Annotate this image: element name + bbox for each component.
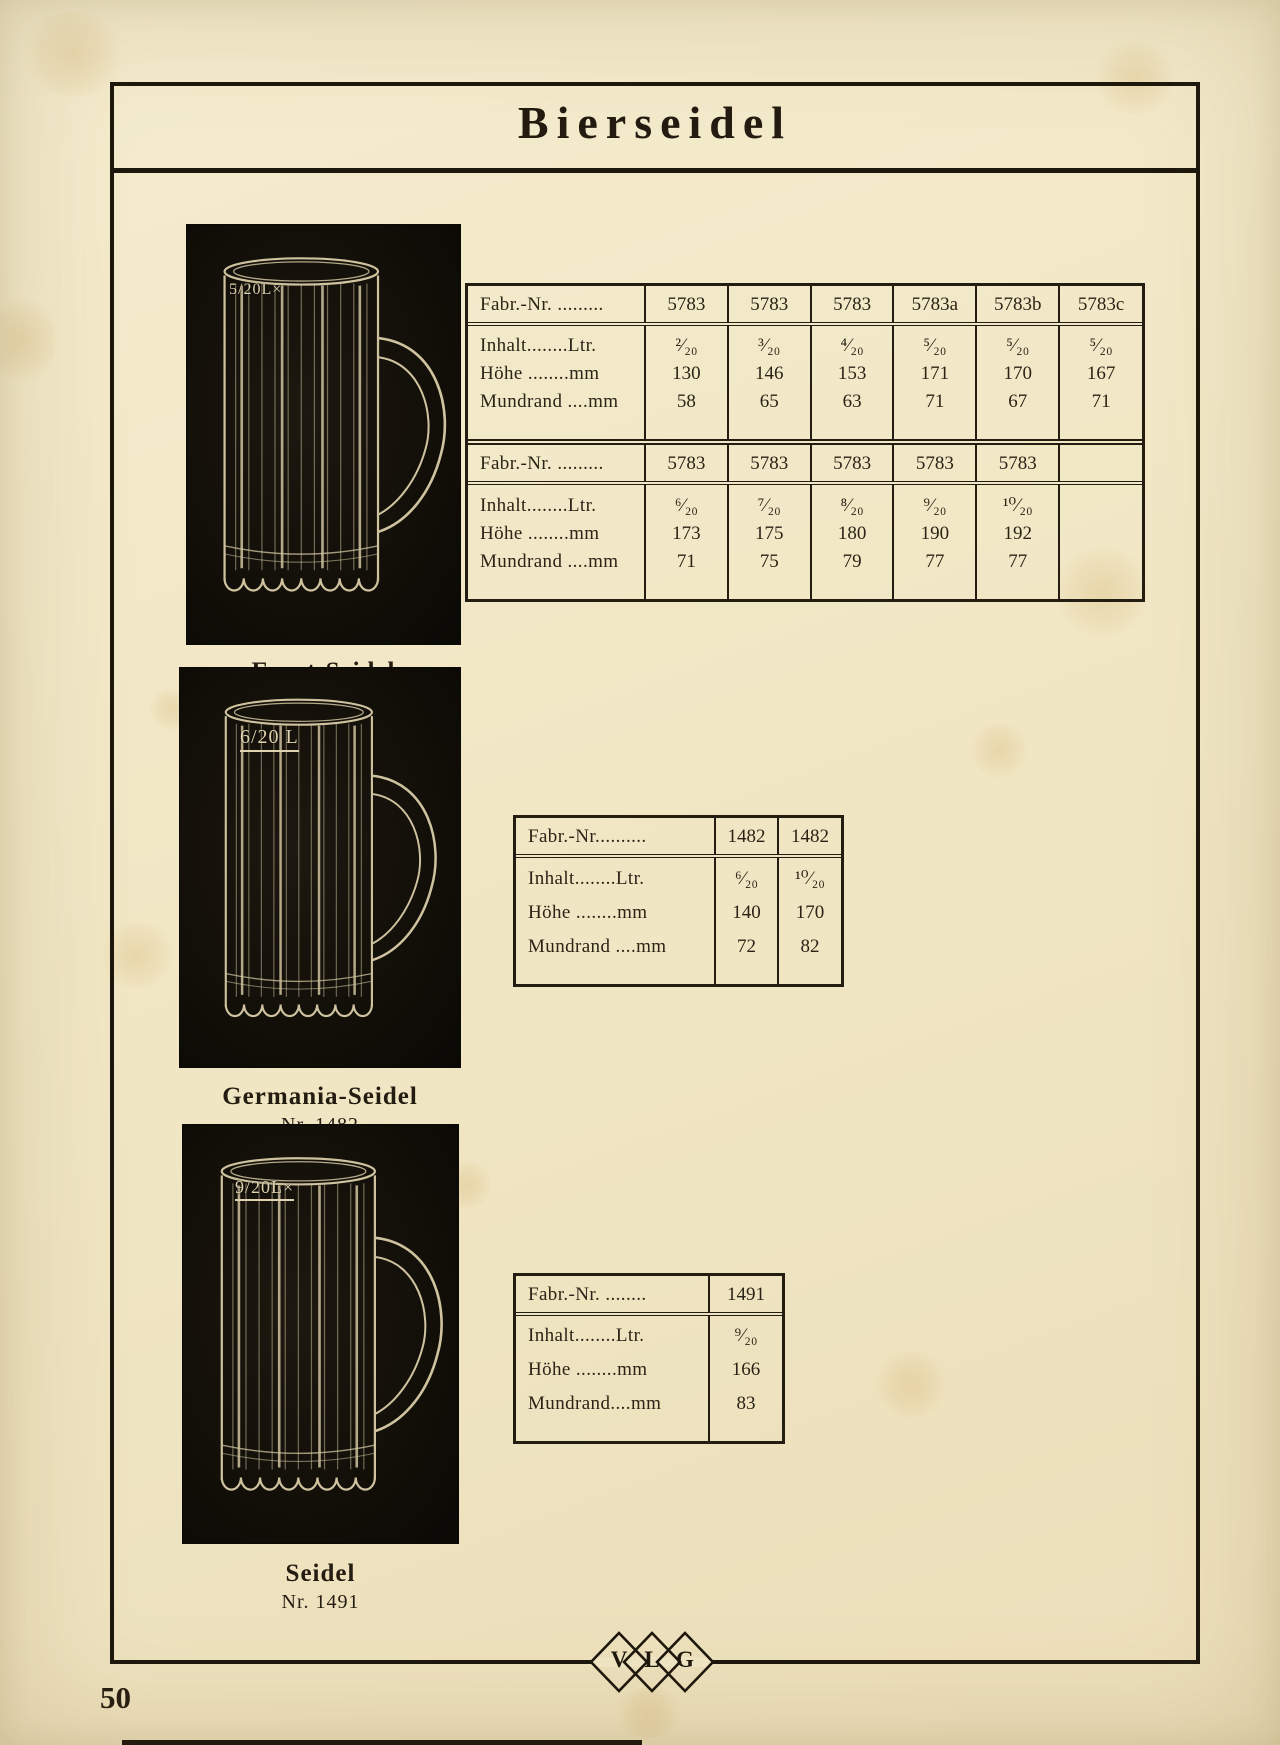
row-label: Mundrand ....mm — [528, 936, 667, 957]
row-label: Inhalt........Ltr. — [528, 867, 645, 889]
cell-value: 5783 — [811, 286, 894, 324]
cell-value: 67 — [976, 388, 1059, 439]
cell-value: 1491 — [709, 1276, 782, 1314]
cell-value: 79 — [811, 548, 894, 599]
row-label: Höhe ........mm — [528, 1359, 648, 1380]
cell-value: ⁹⁄₂₀ — [709, 1314, 782, 1353]
table-row — [468, 360, 1142, 388]
cell-value: 130 — [645, 360, 728, 388]
table-row — [468, 388, 1142, 439]
cell-value: 1482 — [778, 818, 841, 856]
cell-value: 5783 — [728, 286, 811, 324]
row-label: Mundrand ....mm — [480, 391, 619, 412]
spec-table-ernst-seidel — [465, 283, 1145, 602]
cell-value: 140 — [715, 896, 778, 930]
product-image-germania-seidel — [180, 668, 460, 1067]
logo-letter: V — [610, 1647, 628, 1672]
cell-value: 190 — [893, 520, 976, 548]
cell-value: 5783 — [728, 442, 811, 483]
cell-value — [1059, 483, 1142, 520]
cell-value: 166 — [709, 1353, 782, 1387]
table-row — [468, 324, 1142, 360]
cell-value: 77 — [893, 548, 976, 599]
cell-value: ³⁄₂₀ — [728, 324, 811, 360]
table-header-row — [468, 442, 1142, 483]
row-label: Fabr.-Nr. ........ — [516, 1276, 709, 1314]
table-row — [516, 1387, 782, 1441]
cell-value: 5783 — [645, 286, 728, 324]
cell-value: ⁹⁄₂₀ — [893, 483, 976, 520]
cell-value: 82 — [778, 930, 841, 984]
product-caption — [153, 1560, 488, 1614]
cell-value: 170 — [976, 360, 1059, 388]
page-title: Bierseidel — [517, 97, 793, 148]
beer-mug-illustration — [180, 668, 460, 1067]
page-number: 50 — [100, 1680, 131, 1715]
cell-value: ²⁄₂₀ — [645, 324, 728, 360]
table-header-row — [516, 1276, 782, 1314]
foxing-stain — [0, 292, 56, 388]
cell-value: ⁵⁄₂₀ — [1059, 324, 1142, 360]
spec-table-section — [516, 1276, 782, 1441]
cell-value: 63 — [811, 388, 894, 439]
vlg-logo — [586, 1630, 718, 1694]
spec-table-germania-seidel — [513, 815, 844, 987]
volume-mark: 9/20L× — [235, 1177, 294, 1201]
cell-value: 71 — [1059, 388, 1142, 439]
logo-letter: G — [676, 1647, 694, 1672]
foxing-stain — [612, 1688, 684, 1738]
cell-value — [1059, 548, 1142, 599]
row-label: Höhe ........mm — [480, 363, 600, 384]
product-name: Seidel — [285, 1560, 356, 1587]
title-divider-rule — [110, 168, 1200, 173]
cell-value: 71 — [893, 388, 976, 439]
cell-value: 192 — [976, 520, 1059, 548]
table-row — [516, 896, 841, 930]
table-header-row — [468, 286, 1142, 324]
cell-value: 153 — [811, 360, 894, 388]
cell-value: 1482 — [715, 818, 778, 856]
spec-table-section — [516, 818, 841, 984]
table-row — [468, 483, 1142, 520]
cell-value: 5783 — [811, 442, 894, 483]
table-row — [516, 930, 841, 984]
cell-value: ⁸⁄₂₀ — [811, 483, 894, 520]
table-row — [516, 856, 841, 896]
cell-value: 77 — [976, 548, 1059, 599]
cell-value: 180 — [811, 520, 894, 548]
logo-letter: L — [644, 1647, 660, 1672]
row-label: Fabr.-Nr. ......... — [468, 442, 645, 483]
cell-value: 5783b — [976, 286, 1059, 324]
table-row — [468, 548, 1142, 599]
cell-value: ⁵⁄₂₀ — [893, 324, 976, 360]
cell-value: 75 — [728, 548, 811, 599]
table-row — [468, 520, 1142, 548]
row-label: Fabr.-Nr.......... — [516, 818, 715, 856]
beer-mug-illustration — [183, 1125, 458, 1543]
cell-value: 173 — [645, 520, 728, 548]
table-header-row — [516, 818, 841, 856]
cell-value: ⁴⁄₂₀ — [811, 324, 894, 360]
row-label: Mundrand....mm — [528, 1393, 662, 1414]
scan-edge-artifact — [122, 1740, 642, 1745]
cell-value: ⁵⁄₂₀ — [976, 324, 1059, 360]
cell-value: ⁶⁄₂₀ — [645, 483, 728, 520]
cell-value: 5783a — [893, 286, 976, 324]
row-label: Höhe ........mm — [528, 902, 648, 923]
cell-value: 175 — [728, 520, 811, 548]
volume-mark: 5/20L× — [229, 281, 283, 298]
cell-value: 72 — [715, 930, 778, 984]
spec-table-section — [468, 286, 1142, 439]
cell-value: 170 — [778, 896, 841, 930]
table-row — [516, 1353, 782, 1387]
row-label: Inhalt........Ltr. — [480, 335, 597, 356]
product-image-ernst-seidel — [187, 225, 460, 644]
cell-value: 167 — [1059, 360, 1142, 388]
product-name: Germania-Seidel — [222, 1083, 418, 1110]
volume-mark: 6/20 L — [240, 726, 299, 752]
cell-value: 5783c — [1059, 286, 1142, 324]
cell-value: 58 — [645, 388, 728, 439]
table-row — [516, 1314, 782, 1353]
cell-value: 171 — [893, 360, 976, 388]
cell-value: 5783 — [645, 442, 728, 483]
cell-value — [1059, 520, 1142, 548]
row-label: Höhe ........mm — [480, 523, 600, 544]
cell-value: 146 — [728, 360, 811, 388]
cell-value — [1059, 442, 1142, 483]
row-label: Inhalt........Ltr. — [480, 494, 597, 516]
cell-value: 5783 — [976, 442, 1059, 483]
cell-value: ¹⁰⁄₂₀ — [778, 856, 841, 896]
cell-value: 83 — [709, 1387, 782, 1441]
row-label: Fabr.-Nr. ......... — [468, 286, 645, 324]
cell-value: ¹⁰⁄₂₀ — [976, 483, 1059, 520]
cell-value: 71 — [645, 548, 728, 599]
cell-value: 5783 — [893, 442, 976, 483]
cell-value: ⁷⁄₂₀ — [728, 483, 811, 520]
cell-value: ⁶⁄₂₀ — [715, 856, 778, 896]
product-image-seidel — [183, 1125, 458, 1543]
spec-table-seidel — [513, 1273, 785, 1444]
spec-table-section — [468, 439, 1142, 599]
cell-value: 65 — [728, 388, 811, 439]
page-frame — [110, 82, 1200, 1664]
beer-mug-illustration — [187, 225, 460, 644]
product-number: Nr. 1491 — [281, 1591, 360, 1613]
row-label: Mundrand ....mm — [480, 551, 619, 572]
row-label: Inhalt........Ltr. — [528, 1325, 645, 1346]
